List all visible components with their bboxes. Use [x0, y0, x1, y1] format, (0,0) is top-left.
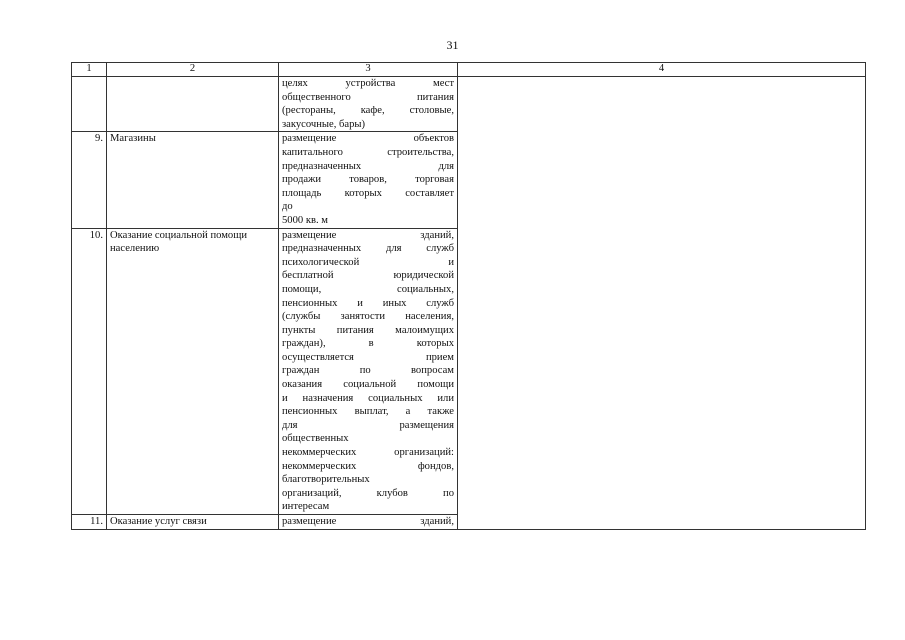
row-name-cell: Оказание услуг связи [107, 515, 279, 530]
row-name-cell [107, 77, 279, 132]
row-number-cell: 10. [72, 228, 107, 514]
header-cell-4: 4 [458, 63, 866, 77]
table-header-row [72, 63, 866, 77]
description-line: закусочные, бары) [282, 118, 366, 130]
description-line: капитального строительства, [282, 146, 454, 158]
description-line: некоммерческих фондов, [282, 460, 454, 472]
description-line: граждан), в которых [282, 338, 454, 350]
description-line: психологической и [282, 256, 454, 268]
page-number: 31 [446, 38, 459, 52]
description-line: осуществляется прием [282, 351, 454, 363]
description-line: размещение объектов [282, 133, 454, 145]
description-line: благотворительных [282, 474, 370, 486]
description-line: общественного питания [282, 91, 454, 103]
description-line: бесплатной юридической [282, 270, 454, 282]
row-description-cell [279, 228, 458, 514]
row-description-cell [279, 77, 458, 132]
description-line: целях устройства мест [282, 78, 454, 89]
description-line: пенсионных выплат, а также [282, 406, 454, 418]
description-line: предназначенных для [282, 160, 454, 172]
description-line: до [282, 201, 293, 213]
description-line: граждан по вопросам [282, 365, 454, 377]
description-line: продажи товаров, торговая [282, 174, 454, 186]
description-line: 5000 кв. м [282, 214, 328, 226]
table-row-continuation [72, 77, 866, 132]
column-4-cell [458, 77, 866, 530]
description-line: и назначения социальных или [282, 392, 454, 404]
description-line: интересам [282, 501, 330, 513]
row-name-cell: Магазины [107, 132, 279, 228]
description-line: площадь которых составляет [282, 187, 454, 199]
description-line: некоммерческих организаций: [282, 447, 454, 459]
header-cell-3: 3 [279, 63, 458, 77]
document-table [71, 62, 866, 530]
description-line: размещение зданий, [282, 516, 454, 527]
row-description-cell [279, 515, 458, 530]
header-cell-2: 2 [107, 63, 279, 77]
row-name-cell: Оказание социальной помощи населению [107, 228, 279, 514]
row-number-cell [72, 77, 107, 132]
description-line: пенсионных и иных служб [282, 297, 454, 309]
description-line: общественных [282, 433, 349, 445]
description-line: предназначенных для служб [282, 243, 454, 255]
row-description-cell [279, 132, 458, 228]
description-line: (службы занятости населения, [282, 311, 454, 323]
description-line: оказания социальной помощи [282, 379, 454, 391]
header-cell-1: 1 [72, 63, 107, 77]
description-line: (рестораны, кафе, столовые, [282, 105, 454, 117]
description-line: помощи, социальных, [282, 283, 454, 295]
description-line: пункты питания малоимущих [282, 324, 454, 336]
row-number-cell: 9. [72, 132, 107, 228]
description-line: для размещения [282, 419, 454, 431]
description-line: организаций, клубов по [282, 487, 454, 499]
description-line: размещение зданий, [282, 229, 454, 241]
row-number-cell: 11. [72, 515, 107, 530]
